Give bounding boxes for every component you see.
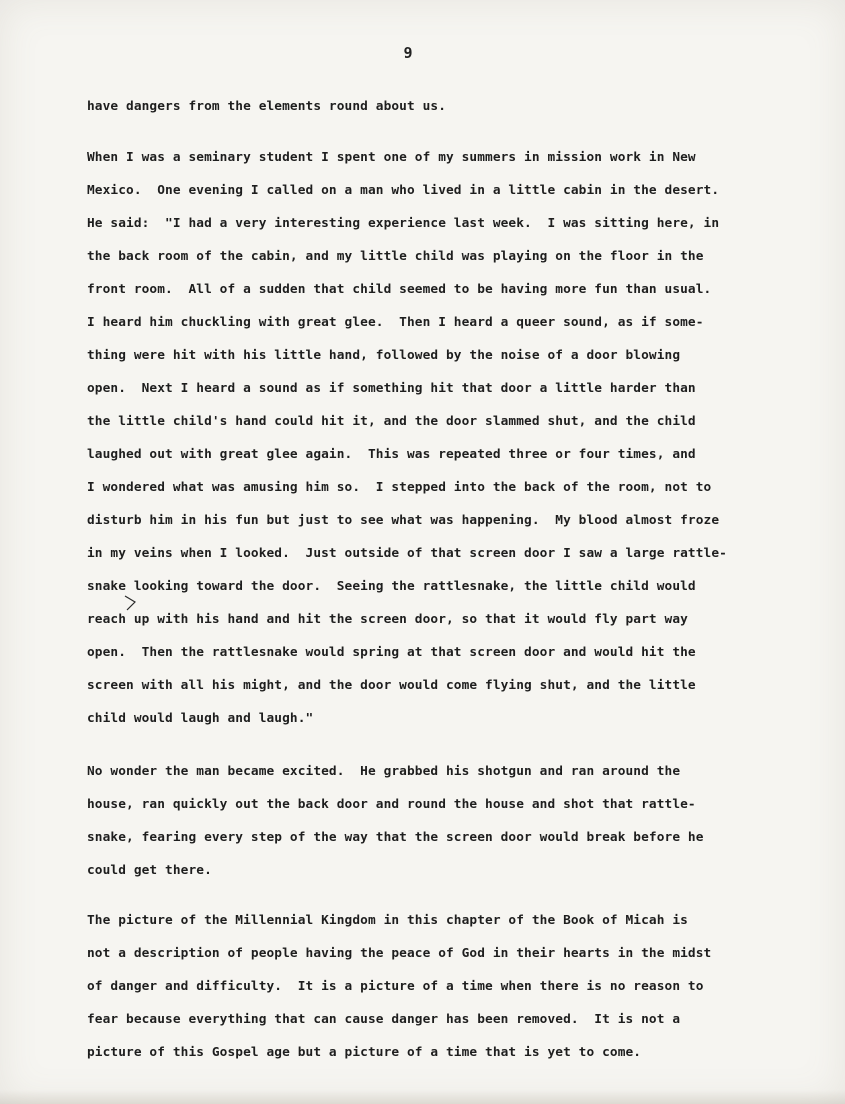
text-line: snake, fearing every step of the way that the screen door would break before he — [87, 830, 704, 845]
text-line: in my veins when I looked. Just outside of that screen door I saw a large rattle- — [87, 546, 727, 561]
text-line: I heard him chuckling with great glee. Then I heard a queer sound, as if some- — [87, 315, 704, 330]
text-line: open. Then the rattlesnake would spring at that screen door and would hit the — [87, 645, 696, 660]
text-line: open. Next I heard a sound as if something hit that door a little harder than — [87, 381, 696, 396]
text-line: thing were hit with his little hand, followed by the noise of a door blowing — [87, 348, 681, 363]
page-number: 9 — [403, 44, 413, 62]
text-line: The picture of the Millennial Kingdom in this chapter of the Book of Micah is — [87, 913, 688, 928]
text-line: front room. All of a sudden that child seemed to be having more fun than usual. — [87, 282, 712, 297]
text-line: disturb him in his fun but just to see what was happening. My blood almost froze — [87, 513, 720, 528]
text-line: the little child's hand could hit it, and the door slammed shut, and the child — [87, 414, 696, 429]
text-line: could get there. — [87, 863, 212, 878]
text-line: house, ran quickly out the back door and round the house and shot that rattle- — [87, 797, 696, 812]
text-line: No wonder the man became excited. He grabbed his shotgun and ran around the — [87, 764, 681, 779]
text-line: reach up with his hand and hit the screen door, so that it would fly part way — [87, 612, 688, 627]
text-line: snake looking toward the door. Seeing the rattlesnake, the little child would — [87, 579, 696, 594]
text-line: laughed out with great glee again. This was repeated three or four times, and — [87, 447, 696, 462]
text-line: He said: "I had a very interesting experience last week. I was sitting here, in — [87, 216, 720, 231]
text-line: child would laugh and laugh." — [87, 711, 314, 726]
text-line: I wondered what was amusing him so. I stepped into the back of the room, not to — [87, 480, 712, 495]
text-line: screen with all his might, and the door would come flying shut, and the little — [87, 678, 696, 693]
text-line: of danger and difficulty. It is a picture of a time when there is no reason to — [87, 979, 704, 994]
text-line: When I was a seminary student I spent one of my summers in mission work in New — [87, 150, 696, 165]
text-line: picture of this Gospel age but a picture of a time that is yet to come. — [87, 1045, 642, 1060]
handwritten-insertion-mark — [123, 592, 139, 612]
page-edge-shadow — [0, 1090, 845, 1104]
text-line: not a description of people having the peace of God in their hearts in the midst — [87, 946, 712, 961]
text-line: fear because everything that can cause danger has been removed. It is not a — [87, 1012, 681, 1027]
text-line: have dangers from the elements round about us. — [87, 99, 447, 114]
text-line: the back room of the cabin, and my little child was playing on the floor in the — [87, 249, 704, 264]
text-line: Mexico. One evening I called on a man who lived in a little cabin in the desert. — [87, 183, 720, 198]
